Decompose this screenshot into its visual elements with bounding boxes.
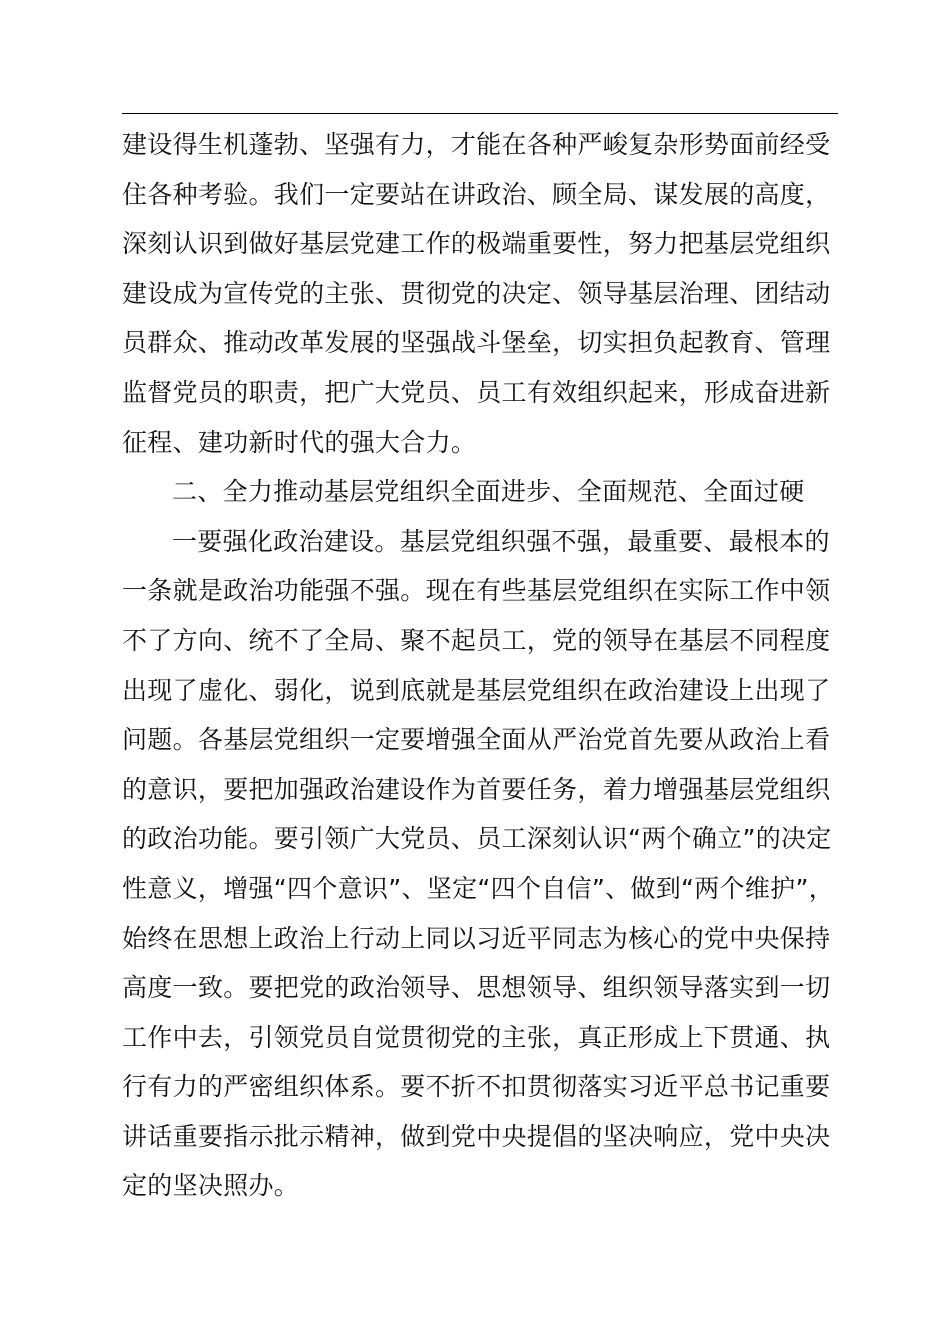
text-line: 住各种考验。我们一定要站在讲政治、顾全局、谋发展的高度， (122, 179, 831, 209)
text-line: 行有力的严密组织体系。要不折不扣贯彻落实习近平总书记重要 (122, 1072, 831, 1102)
text-line: 的意识，要把加强政治建设作为首要任务，着力增强基层党组织 (122, 774, 831, 804)
text-line: 建设成为宣传党的主张、贯彻党的决定、领导基层治理、团结动 (122, 278, 831, 308)
text-line: 建设得生机蓬勃、坚强有力，才能在各种严峻复杂形势面前经受 (122, 130, 831, 159)
text-line: 出现了虚化、弱化，说到底就是基层党组织在政治建设上出现了 (122, 675, 831, 705)
text-line: 讲话重要指示批示精神，做到党中央提倡的坚决响应，党中央决 (122, 1121, 831, 1151)
paragraph-first-line: 一要强化政治建设。基层党组织强不强，最重要、最根本的 (172, 526, 830, 556)
text-line: 高度一致。要把党的政治领导、思想领导、组织领导落实到一切 (122, 973, 831, 1003)
text-line: 定的坚决照办。 (122, 1171, 300, 1201)
section-heading: 二、全力推动基层党组织全面进步、全面规范、全面过硬 (172, 477, 805, 507)
body-text (122, 120, 838, 1211)
text-line: 的政治功能。要引领广大党员、员工深刻认识“两个确立”的决定 (122, 824, 832, 854)
text-line: 监督党员的职责，把广大党员、员工有效组织起来，形成奋进新 (122, 377, 831, 407)
text-line: 征程、建功新时代的强大合力。 (122, 427, 477, 457)
text-line: 性意义，增强“四个意识”、坚定“四个自信”、做到“两个维护”， (122, 873, 835, 903)
text-line: 员群众、推动改革发展的坚强战斗堡垒，切实担负起教育、管理 (122, 328, 831, 358)
text-line: 不了方向、统不了全局、聚不起员工，党的领导在基层不同程度 (122, 625, 831, 655)
header-rule (122, 113, 838, 114)
text-line: 始终在思想上政治上行动上同以习近平同志为核心的党中央保持 (122, 923, 831, 953)
text-line: 工作中去，引领党员自觉贯彻党的主张，真正形成上下贯通、执 (122, 1022, 831, 1052)
text-line: 深刻认识到做好基层党建工作的极端重要性，努力把基层党组织 (122, 229, 831, 259)
text-line: 一条就是政治功能强不强。现在有些基层党组织在实际工作中领 (122, 576, 831, 606)
text-line: 问题。各基层党组织一定要增强全面从严治党首先要从政治上看 (122, 725, 831, 755)
